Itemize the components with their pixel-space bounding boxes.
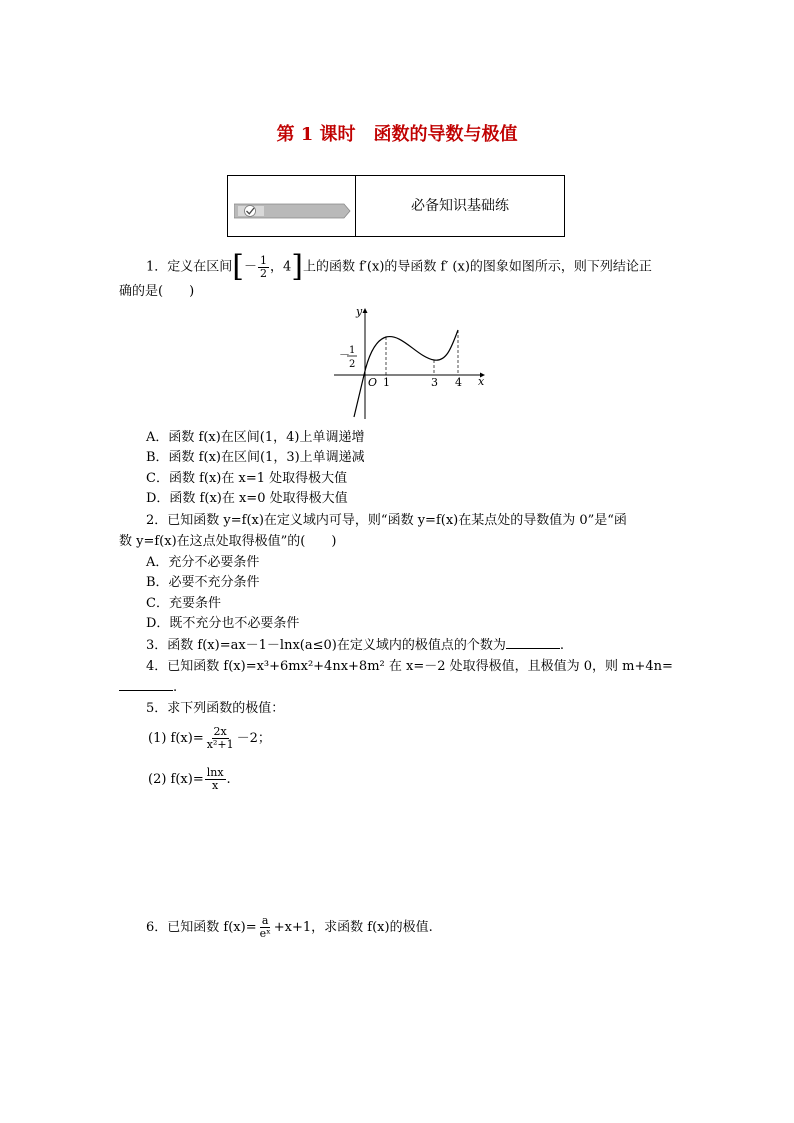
derivative-graph <box>330 303 490 421</box>
q1-option-d: D．函数 f(x)在 x=0 处取得极大值 <box>146 491 348 506</box>
q1-line1 <box>146 249 652 284</box>
q1-line2: 确的是( ) <box>119 284 195 299</box>
q3-answer-blank[interactable] <box>506 638 560 649</box>
q4-line1: 4．已知函数 f(x)=x³+6mx²+4nx+8m² 在 x=－2 处取得极值，且极值为 0，则 m+4n= <box>146 659 673 674</box>
q1-neg: － <box>244 259 258 275</box>
q2-line1: 2．已知函数 y=f(x)在定义域内可导，则“函数 y=f(x)在某点处的导数值为 0”是“函 <box>146 513 627 528</box>
q2-option-c: C．充要条件 <box>146 596 221 611</box>
q3-text: 3．函数 f(x)=ax－1－lnx(a≤0)在定义域内的极值点的个数为 <box>146 638 506 653</box>
neg-half-sign: － <box>339 348 350 361</box>
q1-comma: ，4 <box>270 259 292 275</box>
q5-p1-fraction: $\frac{2x}{\text{x²+1}}$ <box>206 725 234 751</box>
q6-fraction: $\frac{a}{\text{eˣ}}$ <box>259 914 271 940</box>
q4-line2: . <box>119 680 177 694</box>
y-axis-arrow <box>363 308 368 313</box>
curve <box>354 330 458 417</box>
origin-label: O <box>368 376 378 389</box>
q5-part2: (2) f(x)= $\frac{\ln x}{x}$ . <box>148 766 231 792</box>
q2-option-d: D．既不充分也不必要条件 <box>146 616 300 631</box>
check-banner-icon <box>234 202 352 220</box>
q1-text-a: 1．定义在区间 <box>146 259 233 275</box>
q5-p2-fraction: $\frac{\ln x}{x}$ <box>206 766 224 792</box>
section-header-box <box>227 175 565 237</box>
tick-1: 1 <box>383 376 390 389</box>
q1-option-b: B．函数 f(x)在区间(1，3)上单调递减 <box>146 450 365 465</box>
neg-half-num: 1 <box>349 345 356 356</box>
section-label: 必备知识基础练 <box>411 198 509 214</box>
q2-option-a: A．充分不必要条件 <box>146 555 260 570</box>
bracket-right: ] <box>291 249 304 284</box>
neg-half-den: 2 <box>349 359 356 370</box>
q1-fraction: $\frac{1}{2}$ <box>260 253 268 280</box>
q4-answer-blank[interactable] <box>119 680 173 691</box>
q2-line2: 数 y=f(x)在这点处取得极值”的( ) <box>119 534 337 549</box>
tick-3: 3 <box>431 376 438 389</box>
q6-line: 6．已知函数 f(x)= $\frac{a}{\text{eˣ}}$ +x+1，求函数 f(x)的极值. <box>146 914 433 940</box>
tick-4: 4 <box>455 376 462 389</box>
q5-part1: (1) f(x)= $\frac{2x}{\text{x²+1}}$ －2； <box>148 725 271 751</box>
q2-option-b: B．必要不充分条件 <box>146 575 260 590</box>
q3-line: 3．函数 f(x)=ax－1－lnx(a≤0)在定义域内的极值点的个数为 . <box>146 638 564 653</box>
q5-intro: 5．求下列函数的极值： <box>146 701 285 716</box>
q1-text-b: 上的函数 f′(x)的导函数 f′ (x)的图象如图所示，则下列结论正 <box>303 259 652 275</box>
bracket-left: [ <box>232 249 244 284</box>
x-label: x <box>478 375 485 388</box>
q1-option-c: C．函数 f(x)在 x=1 处取得极大值 <box>146 471 348 486</box>
page-title: 第 1 课时 函数的导数与极值 <box>276 124 518 145</box>
y-label: y <box>356 305 363 318</box>
q1-option-a: A．函数 f(x)在区间(1，4)上单调递增 <box>146 430 365 445</box>
